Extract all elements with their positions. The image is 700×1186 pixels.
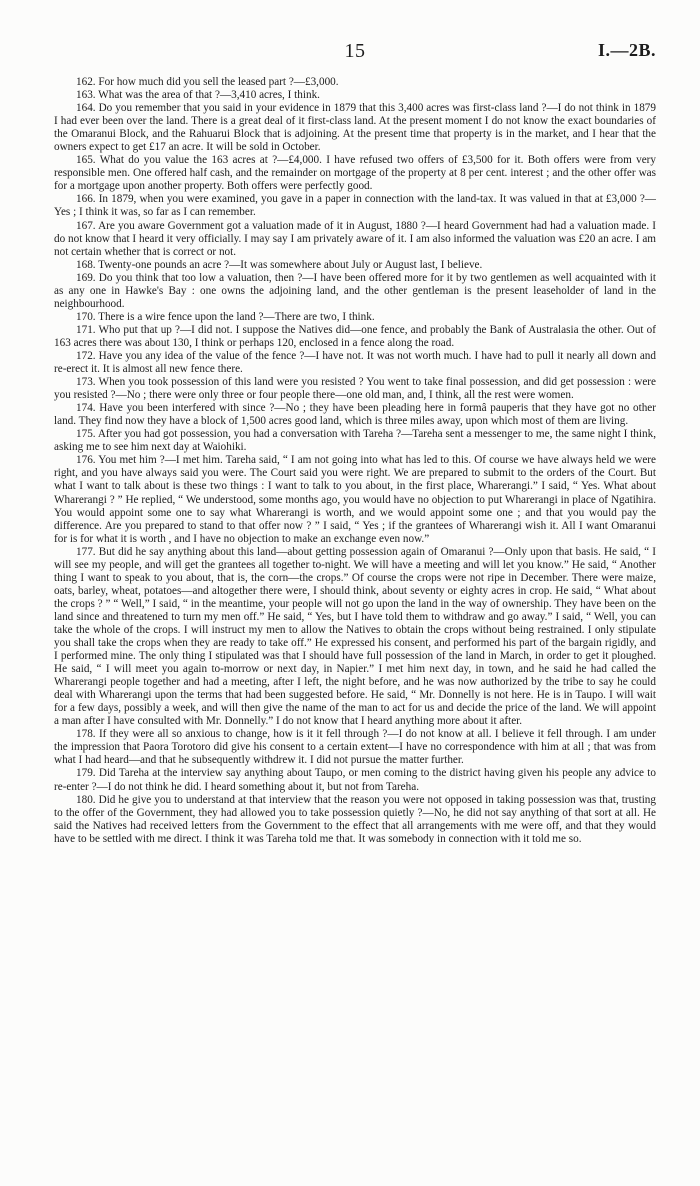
paragraph-q166: 166. In 1879, when you were examined, you gave in a paper in connection with the land-tax. It was valued in that at £3,000 ?—Yes ; I think it was, so far as I can remember. xyxy=(54,193,656,219)
paragraph-q170: 170. There is a wire fence upon the land ?—There are two, I think. xyxy=(76,310,375,323)
paragraph-q174: 174. Have you been interfered with since ?—No ; they have been pleading here in formâ pauperis that they have got no other land. They find now they have a block of 1,500 acres good land, which is three miles away, upon which most of them are living. xyxy=(54,402,656,428)
paragraph-q169: 169. Do you think that too low a valuation, then ?—I have been offered more for it by two gentlemen as well acquainted with it as any one in Hawke's Bay : one owns the adjoining land, and the other gentleman is the present leaseholder of land in the neighbourhood. xyxy=(54,271,656,310)
paragraph-q168: 168. Twenty-one pounds an acre ?—It was somewhere about July or August last, I believe. xyxy=(76,258,483,271)
paragraph-q180: 180. Did he give you to understand at that interview that the reason you were not opposed in taking possession was that, trusting to the offer of the Government, they had allowed you to take possession quietly ?—No, he did not say anything of that sort at all. He said the Natives had received letters from the Government to the effect that all arrangements with me were off, and that they would have to be settled with me direct. I think it was Tareha told me that. It was somebody in connection with it told me so. xyxy=(54,793,656,845)
paragraph-q178: 178. If they were all so anxious to change, how is it it fell through ?—I do not know at all. I believe it fell through. I am under the impression that Paora Torotoro did give his consent to a certain extent—I have no correspondence with him at all ; that was from what I had heard—and that he subsequently withdrew it. I did not pursue the matter further. xyxy=(54,728,656,767)
paragraph-q172: 172. Have you any idea of the value of the fence ?—I have not. It was not worth much. I have had to pull it nearly all down and re-erect it. It is almost all new fence there. xyxy=(54,349,656,376)
paragraph-q162: 162. For how much did you sell the leased part ?—£3,000. xyxy=(76,76,339,88)
paragraph-q173: 173. When you took possession of this land were you resisted ? You went to take final possession, and did get possession : were you resisted ?—No ; there were only three or four people there—one old man, and, I think, all the rest were women. xyxy=(54,376,656,402)
paragraph-q176: 176. You met him ?—I met him. Tareha said, “ I am not going into what has led to this. Of course we have always held we were right, and you have always said you were. The Court said you were right. We are prepared to submit to the orders of the Court. But what I want to talk about is these two things : I want to talk to you about, in the first place, Wharerangi.” I said, “ Yes. What about Wharerangi ? ” He replied, “ We understood, some months ago, you would have no objection to put Wharerangi in place of Ngatihira. You would appoint some one to say what Wharerangi is worth, and we would appoint some one ; and that you would pay the difference. Are you prepared to stand to that offer now ? ” I said, “ Yes ; if the grantees of Wharerangi wish it. All I want Omaranui for is for what it is worth , and I have no objection to make an exchange even now.” xyxy=(54,454,656,545)
paragraph-q165: 165. What do you value the 163 acres at ?—£4,000. I have refused two offers of £3,500 for it. Both offers were from very responsible men. One offered half cash, and the remainder on mortgage of the property at 8 per cent. interest ; and the other offer was for a mortgage upon another property. Both offers were perfectly good. xyxy=(54,154,656,193)
paragraph-q163: 163. What was the area of that ?—3,410 acres, I think. xyxy=(76,89,320,102)
paragraph-q179: 179. Did Tareha at the interview say anything about Taupo, or men coming to the district having given his people any advice to re-enter ?—I do not think he did. I heard something about it, but not from Tareha. xyxy=(54,767,656,793)
document-reference: I.—2B. xyxy=(597,40,656,60)
paragraph-q175: 175. After you had got possession, you had a conversation with Tareha ?—Tareha sent a messenger to me, the same night I think, asking me to see him next day at Waiohiki. xyxy=(54,428,656,454)
page-number: 15 xyxy=(344,40,366,62)
paragraph-q171: 171. Who put that up ?—I did not. I suppose the Natives did—one fence, and probably the Bank of Australasia the other. Out of 163 acres there was about 130, I think or perhaps 120, enclosed in a fence along the road. xyxy=(54,323,656,349)
paragraph-q164: 164. Do you remember that you said in your evidence in 1879 that this 3,400 acres was first-class land ?—I do not think in 1879 I had ever been over the land. There is a great deal of it first-class land. At the present moment I do not know the exact boundaries of the Omaranui Block, and the Rahuarui Block that is adjoining. At the present time that property is in the market, and I hear that the owners expect to get £17 an acre. It will be sold in October. xyxy=(54,102,656,154)
paragraph-q177: 177. But did he say anything about this land—about getting possession again of Omaranui ?—Only upon that basis. He said, “ I will see my people, and will get the grantees all together to-night. We will have a meeting and will let you know.” He said, “ Another thing I want to speak to you about, that is, the corn—the crops.” Of course the crops were not ripe in December. There were maize, oats, barley, wheat, potatoes—and altogether there were, I should think, about seventy or eighty acres in crop. He said, “ What about the crops ? ” “ Well,” I said, “ in the meantime, your people will not go upon the land in the way of ownership. They have been on the land since and threatened to turn my men off.” He said, “ Yes, but I have told them to withdraw and go away.” I said, “ Well, you can take the whole of the crops. I will instruct my men to allow the Natives to obtain the crops without being restrained. I only stipulate you shall take the crops when they are ready to take off.” He expressed his consent, and performed his part of the bargain rigidly, and I performed mine. The only thing I stipulated was that I should have full possession of the land in March, in order to get it ploughed. He said, “ I will meet you again to-morrow or next day, in Napier.” I met him next day, in town, and he said he had called the Wharerangi people together and had a meeting, after I left, the night before, and he was now authorized by the tribe to say he could deal with Wharerangi upon the terms that had been suggested before. He said, “ Mr. Donnelly is not here. He is in Taupo. I will wait for a few days, possibly a week, and will then give the name of the man to act for us and decide the price of the land. We will appoint a man after I have consulted with Mr. Donnelly.” I do not know that I heard anything more about it after. xyxy=(54,545,656,728)
evidence-body xyxy=(54,76,656,846)
paragraph-q167: 167. Are you aware Government got a valuation made of it in August, 1880 ?—I heard Government had had a valuation made. I do not know that I heard it very officially. I may say I am privately aware of it. I am also informed the valuation was £20 an acre. I am not certain whether that is correct or not. xyxy=(54,219,656,258)
page-header xyxy=(54,40,656,76)
